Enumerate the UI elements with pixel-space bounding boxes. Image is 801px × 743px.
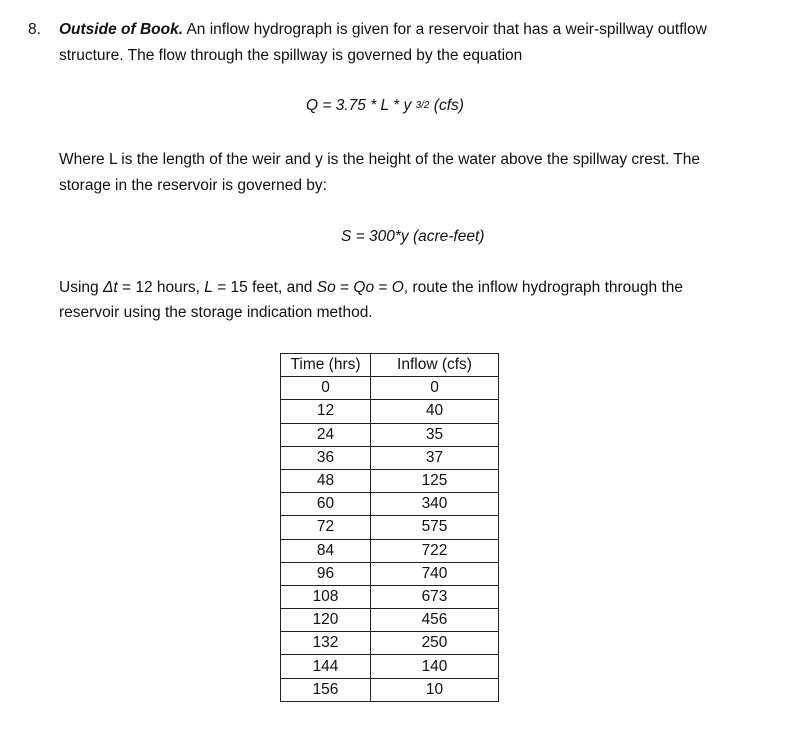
table-row xyxy=(281,585,499,608)
p3-text-4: = xyxy=(335,279,354,296)
p3-text-1: Using xyxy=(59,279,103,296)
inflow-cell: 740 xyxy=(371,562,499,585)
problem-number: 8. xyxy=(28,21,41,38)
table-header-row xyxy=(281,354,499,377)
header-time: Time (hrs) xyxy=(281,354,371,377)
time-cell: 108 xyxy=(281,585,371,608)
header-inflow: Inflow (cfs) xyxy=(371,354,499,377)
table-row xyxy=(281,678,499,701)
paragraph-1-line-2: structure. The flow through the spillway is governed by the equation xyxy=(59,47,523,64)
paragraph-3-line-2: reservoir using the storage indication method. xyxy=(59,304,373,321)
table-row xyxy=(281,377,499,400)
table-row xyxy=(281,493,499,516)
inflow-cell: 35 xyxy=(371,423,499,446)
inflow-cell: 0 xyxy=(371,377,499,400)
table-row xyxy=(281,609,499,632)
p3-L: L xyxy=(204,279,213,296)
inflow-cell: 575 xyxy=(371,516,499,539)
paragraph-1-line-1-text: An inflow hydrograph is given for a reservoir that has a weir-spillway outflow xyxy=(183,21,707,38)
time-cell: 120 xyxy=(281,609,371,632)
table-row xyxy=(281,562,499,585)
spillway-equation-unit: (cfs) xyxy=(429,97,464,114)
time-cell: 72 xyxy=(281,516,371,539)
p3-text-6: , route the inflow hydrograph through the xyxy=(403,279,683,296)
time-cell: 156 xyxy=(281,678,371,701)
paragraph-3-line-1 xyxy=(59,278,683,298)
inflow-hydrograph-table xyxy=(280,353,499,702)
time-cell: 0 xyxy=(281,377,371,400)
time-cell: 12 xyxy=(281,400,371,423)
paragraph-2-line-1: Where L is the length of the weir and y is the height of the water above the spillway crest. The xyxy=(59,151,701,168)
p3-So: So xyxy=(316,279,336,296)
p3-text-2: = 12 hours, xyxy=(117,279,205,296)
problem-title: Outside of Book. xyxy=(59,21,183,38)
p3-text-5: = xyxy=(374,279,392,296)
inflow-cell: 722 xyxy=(371,539,499,562)
table-row xyxy=(281,400,499,423)
spillway-equation xyxy=(306,96,464,118)
time-cell: 132 xyxy=(281,632,371,655)
time-cell: 60 xyxy=(281,493,371,516)
table-row xyxy=(281,516,499,539)
inflow-cell: 250 xyxy=(371,632,499,655)
paragraph-2-line-2: storage in the reservoir is governed by: xyxy=(59,177,327,194)
inflow-cell: 37 xyxy=(371,446,499,469)
table-row xyxy=(281,446,499,469)
p3-delta-t: Δt xyxy=(102,279,118,296)
spillway-equation-exponent: 3/2 xyxy=(415,100,430,111)
inflow-cell: 340 xyxy=(371,493,499,516)
spillway-equation-main: Q = 3.75 * L * y xyxy=(306,97,416,114)
inflow-cell: 10 xyxy=(371,678,499,701)
time-cell: 84 xyxy=(281,539,371,562)
p3-text-3: = 15 feet, and xyxy=(212,279,317,296)
table-row xyxy=(281,539,499,562)
inflow-cell: 673 xyxy=(371,585,499,608)
table-row xyxy=(281,423,499,446)
time-cell: 24 xyxy=(281,423,371,446)
time-cell: 48 xyxy=(281,469,371,492)
inflow-cell: 456 xyxy=(371,609,499,632)
paragraph-1-line-1 xyxy=(59,20,707,40)
p3-O: O xyxy=(391,279,404,296)
inflow-cell: 140 xyxy=(371,655,499,678)
table-row xyxy=(281,655,499,678)
time-cell: 144 xyxy=(281,655,371,678)
table-row xyxy=(281,469,499,492)
storage-equation: S = 300*y (acre-feet) xyxy=(341,228,485,245)
inflow-cell: 125 xyxy=(371,469,499,492)
time-cell: 96 xyxy=(281,562,371,585)
table-row xyxy=(281,632,499,655)
time-cell: 36 xyxy=(281,446,371,469)
p3-Qo: Qo xyxy=(353,279,375,296)
inflow-cell: 40 xyxy=(371,400,499,423)
